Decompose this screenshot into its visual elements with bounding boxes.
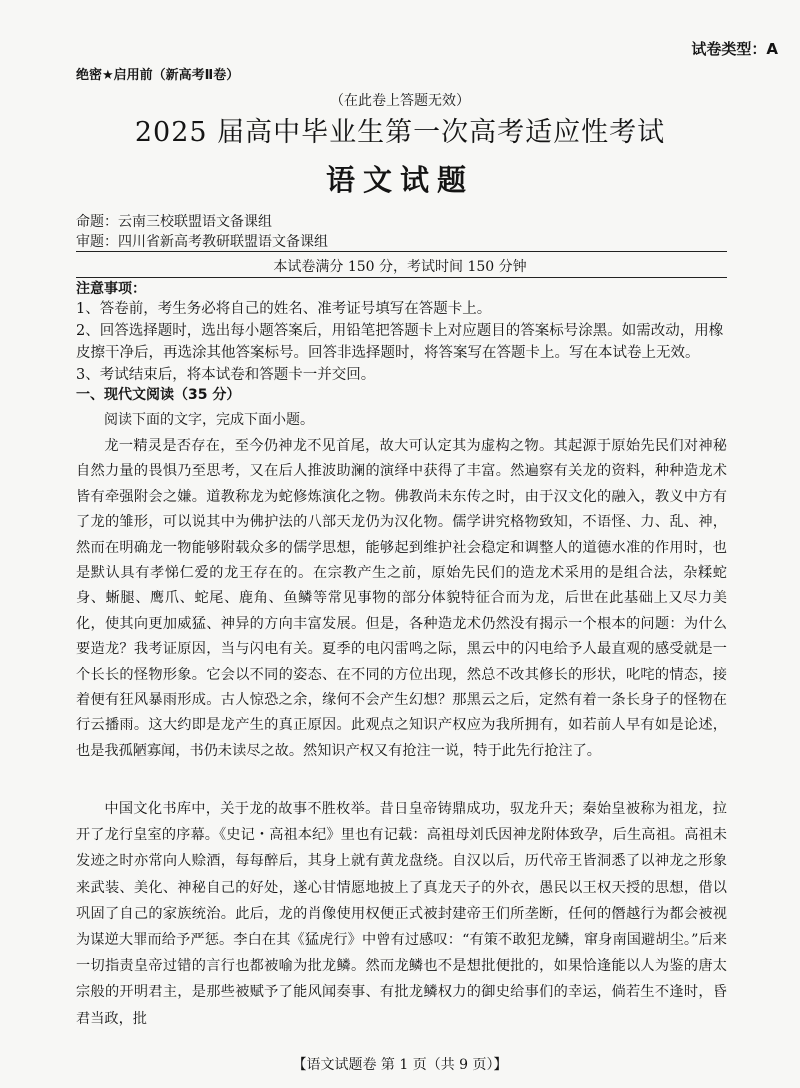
divider-top (76, 251, 727, 252)
passage-paragraph-2: 中国文化书库中，关于龙的故事不胜枚举。昔日皇帝铸鼎成功，驭龙升天；秦始皇被称为祖龙，拉开了龙行皇室的序幕。《史记・高祖本纪》里也有记载：高祖母刘氏因神龙附体致孕，后生高祖。高祖未发迹之时亦常向人赊酒，每每醉后，其身上就有黄龙盘绕。自汉以后，历代帝王皆洞悉了以神龙之形象来武装、美化、神秘自己的好处，遂心甘情愿地披上了真龙天子的外衣，愚民以王权天授的思想，借以巩固了自己的家族统治。此后，龙的肖像使用权便正式被封建帝王们所垄断，任何的僭越行为都会被视为谋逆大罪而给予严惩。李白在其《猛虎行》中曾有过感叹：“有策不敢犯龙鳞，窜身南国避胡尘。”后来一切指责皇帝过错的言行也都被喻为批龙鳞。然而龙鳞也不是想批便批的，如果恰逢能以人为鉴的唐太宗般的开明君主，是那些被赋予了能风闻奏事、有批龙鳞权力的御史给事们的幸运，倘若生不逢时，昏君当政，批 (76, 801, 727, 1027)
divider-bottom (76, 277, 727, 278)
invalid-note: （在此卷上答题无效） (330, 93, 470, 109)
notice-heading: 注意事项： (76, 281, 146, 297)
page-footer: 【语文试题卷 第 1 页（共 9 页）】 (292, 1057, 508, 1073)
subject-title: 语文试题 (325, 163, 474, 197)
paper-type-label: 试卷类型：A (691, 40, 778, 58)
reviewer-credit: 审题：四川省新高考教研联盟语文备课组 (76, 234, 328, 250)
reading-instruction: 阅读下面的文字，完成下面小题。 (104, 412, 314, 428)
notice-item-3: 3、考试结束后，将本试卷和答题卡一并交回。 (76, 367, 376, 383)
score-time-line: 本试卷满分 150 分，考试时间 150 分钟 (273, 259, 527, 275)
section-heading: 一、现代文阅读（35 分） (76, 387, 241, 403)
author-credit: 命题：云南三校联盟语文备课组 (76, 214, 272, 230)
secret-label: 绝密★启用前（新高考Ⅱ卷） (76, 68, 240, 83)
notice-item-2: 2、回答选择题时，选出每小题答案后，用铅笔把答题卡上对应题目的答案标号涂黑。如需改动，用橡皮擦干净后，再选涂其他答案标号。回答非选择题时，将答案写在答题卡上。写在本试卷上无效。 (76, 323, 724, 361)
passage-paragraph-1: 龙一精灵是否存在，至今仍神龙不见首尾，故大可认定其为虚构之物。其起源于原始先民们对神秘自然力量的畏惧乃至思考，又在后人推波助澜的演绎中获得了丰富。然遍察有关龙的资料，种种造龙术皆有牵强附会之嫌。道教称龙为蛇修炼演化之物。佛教尚未东传之时，由于汉文化的融入，教义中方有了龙的雏形，可以说其中为佛护法的八部天龙仍为汉化物。儒学讲究格物致知，不语怪、力、乱、神，然而在明确龙一物能够附载众多的儒学思想，能够起到维护社会稳定和调整人的道德水准的作用时，也是默认具有孝悌仁爱的龙王存在的。在宗教产生之前，原始先民们的造龙术采用的是组合法，杂糅蛇身、蜥腿、鹰爪、蛇尾、鹿角、鱼鳞等常见事物的部分体貌特征合而为龙，后世在此基础上又尽力美化，使其向更加威猛、神异的方向丰富发展。但是，各种造龙术仍然没有揭示一个根本的问题：为什么要造龙？我考证原因，当与闪电有关。夏季的电闪雷鸣之际，黑云中的闪电给予人最直观的感受就是一个长长的怪物形象。它会以不同的姿态、在不同的方位出现，然总不改其修长的形状，叱咤的情态，接着便有狂风暴雨形成。古人惊恐之余，缘何不会产生幻想？那黑云之后，定然有着一条长身子的怪物在行云播雨。这大约即是龙产生的真正原因。此观点之知识产权应为我所拥有，如若前人早有如是论述，也是我孤陋寡闻，书仍未读尽之故。然知识产权又有抢注一说，特于此先行抢注了。 (76, 438, 727, 759)
exam-title: 2025 届高中毕业生第一次高考适应性考试 (134, 117, 666, 148)
notice-item-1: 1、答卷前，考生务必将自己的姓名、准考证号填写在答题卡上。 (76, 301, 492, 317)
